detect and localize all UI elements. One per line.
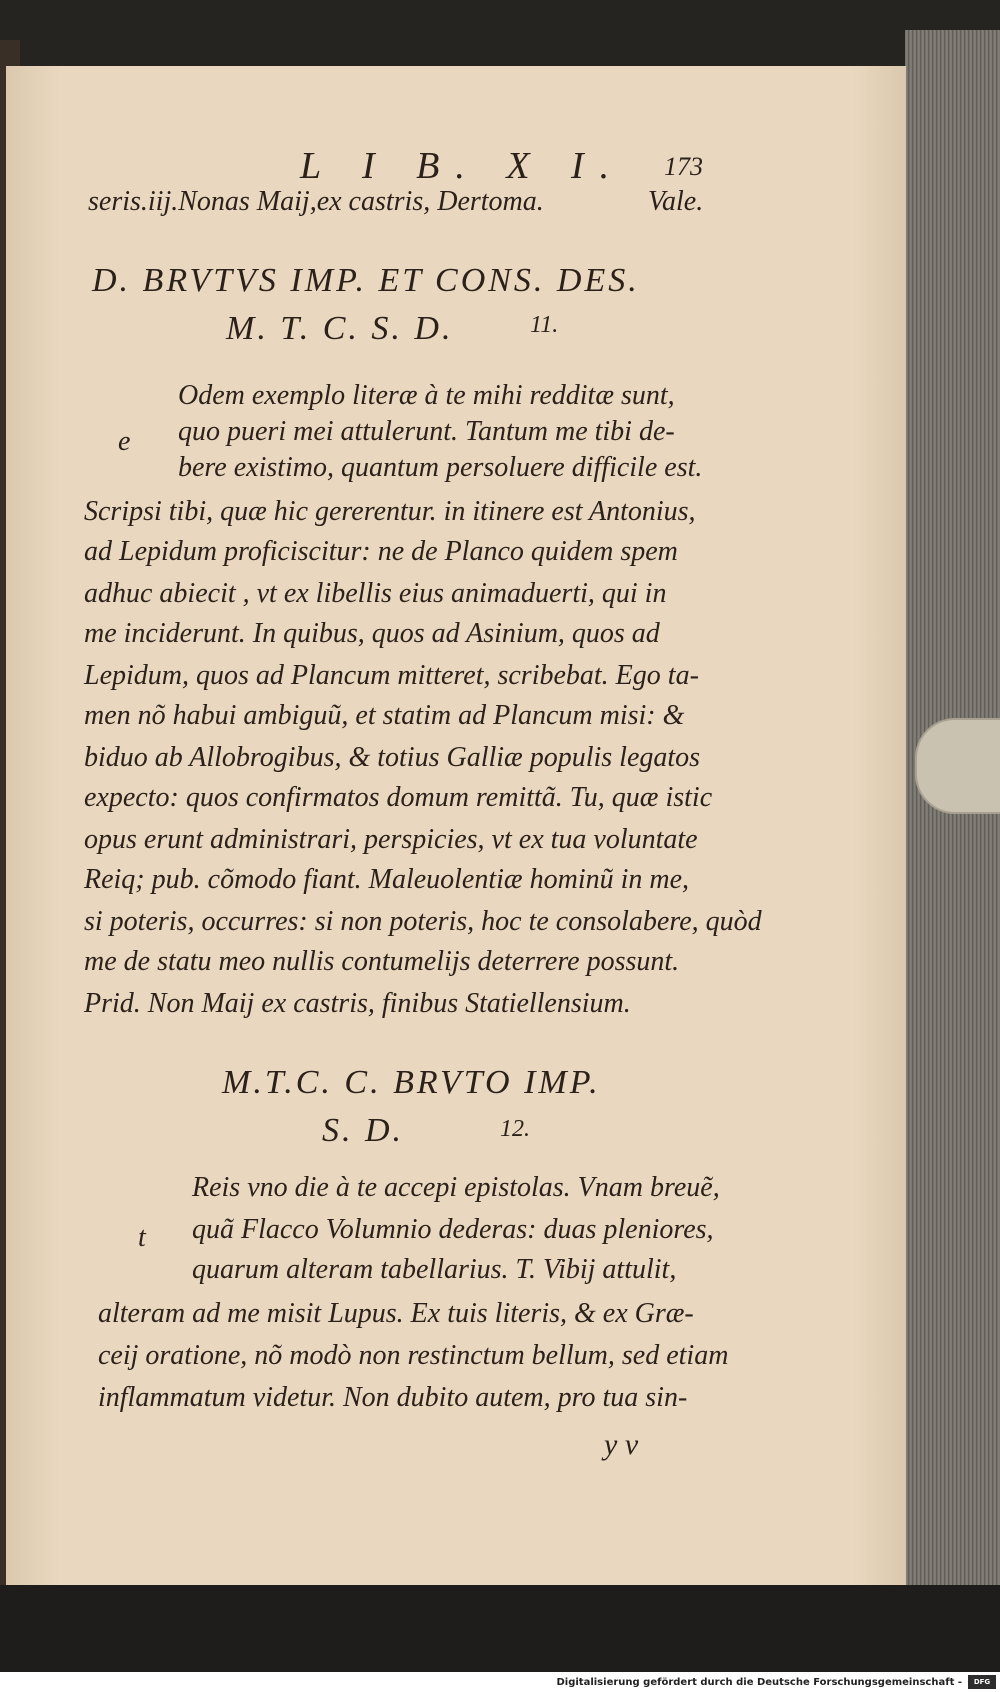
letter-11-line: bere existimo, quantum persoluere difficile est. — [178, 452, 703, 483]
continuation-line: seris.iij.Nonas Maij,ex castris, Dertoma. — [88, 186, 544, 217]
page-clip-tab — [915, 718, 1000, 814]
running-head: L I B. X I. — [300, 145, 626, 187]
letter-11-line: men nõ habui ambiguũ, et statim ad Plancum misi: & — [84, 700, 685, 731]
letter-11-line: opus erunt administrari, perspicies, vt ex tua voluntate — [84, 824, 698, 855]
letter-12-line: quarum alteram tabellarius. T. Vibij attulit, — [192, 1254, 677, 1285]
letter-11-initial-guide: e — [118, 426, 131, 457]
letter-11-heading-line-2: M. T. C. S. D. — [226, 310, 454, 347]
letter-12-heading-line-2: S. D. — [322, 1112, 405, 1149]
letter-11-line: Prid. Non Maij ex castris, finibus Statiellensium. — [84, 988, 631, 1019]
letter-12-line: alteram ad me misit Lupus. Ex tuis literis, & ex Græ- — [98, 1298, 694, 1329]
letter-11-line: ad Lepidum proficiscitur: ne de Planco quidem spem — [84, 536, 678, 567]
letter-11-line: adhuc abiecit , vt ex libellis eius animaduerti, qui in — [84, 578, 667, 609]
letter-11-line: si poteris, occurres: si non poteris, hoc te consolabere, quòd — [84, 906, 762, 937]
continuation-vale: Vale. — [648, 186, 704, 217]
dfg-logo-icon: DFG — [968, 1675, 996, 1689]
letter-12-initial-guide: t — [138, 1222, 146, 1253]
letter-11-number: 11. — [530, 312, 559, 338]
letter-11-line: Odem exemplo literæ à te mihi redditæ sunt, — [178, 380, 675, 411]
page-number: 173 — [664, 152, 703, 181]
letter-12-line: inflammatum videtur. Non dubito autem, pro tua sin- — [98, 1382, 688, 1413]
digitization-footer — [0, 1672, 1000, 1692]
letter-11-heading-line-1: D. BRVTVS IMP. ET CONS. DES. — [92, 262, 640, 299]
letter-11-line: biduo ab Allobrogibus, & totius Galliæ populis legatos — [84, 742, 701, 773]
letter-12-number: 12. — [500, 1116, 530, 1142]
letter-11-line: me inciderunt. In quibus, quos ad Asinium, quos ad — [84, 618, 660, 649]
letter-11-line: expecto: quos confirmatos domum remittã. Tu, quæ istic — [84, 782, 713, 813]
letter-12-line: quã Flacco Volumnio dederas: duas pleniores, — [192, 1214, 714, 1245]
book-board-top — [0, 0, 1000, 70]
funding-credit: Digitalisierung gefördert durch die Deutsche Forschungsgemeinschaft - — [556, 1676, 962, 1688]
letter-12-heading-line-1: M.T.C. C. BRVTO IMP. — [222, 1064, 601, 1101]
letter-11-line: Reiq; pub. cõmodo fiant. Maleuolentiæ hominũ in me, — [84, 864, 690, 895]
letter-11-line: me de statu meo nullis contumelijs deterrere possunt. — [84, 946, 680, 977]
letter-12-line: ceij oratione, nõ modò non restinctum bellum, sed etiam — [98, 1340, 729, 1371]
letter-11-line: Scripsi tibi, quæ hic gererentur. in itinere est Antonius, — [84, 496, 696, 527]
letter-11-line: Lepidum, quos ad Plancum mitteret, scribebat. Ego ta- — [84, 660, 699, 691]
catchword-signature: y v — [604, 1428, 639, 1461]
letter-11-line: quo pueri mei attulerunt. Tantum me tibi de- — [178, 416, 675, 447]
letter-12-line: Reis vno die à te accepi epistolas. Vnam breuẽ, — [192, 1172, 720, 1203]
